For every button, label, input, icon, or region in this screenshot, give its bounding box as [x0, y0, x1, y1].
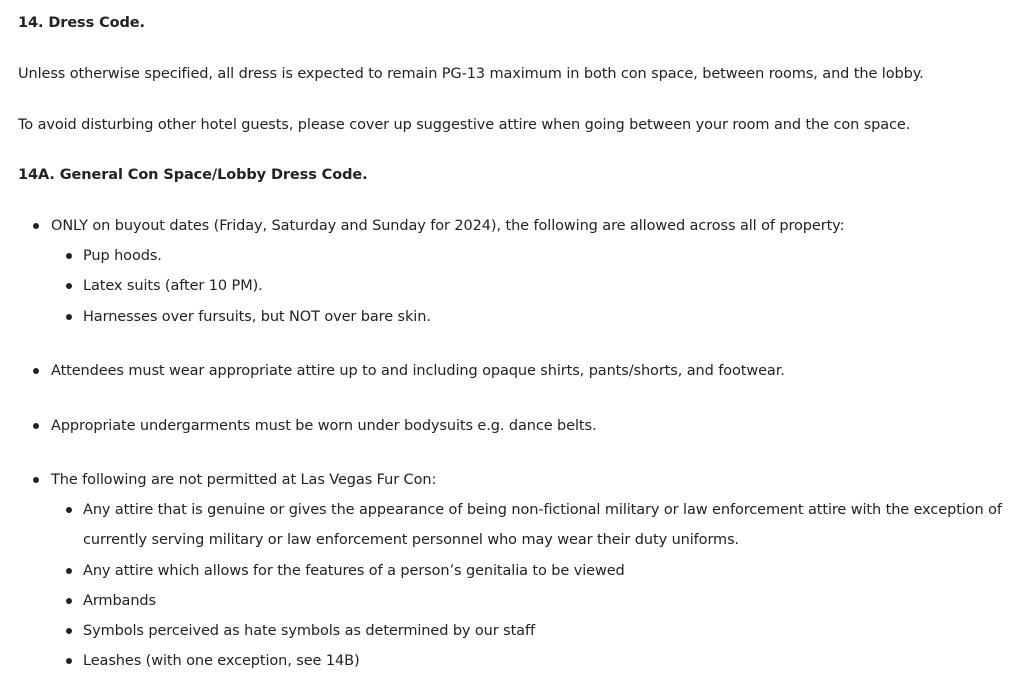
bullet-icon — [66, 568, 72, 574]
rule-subitem: Any attire which allows for the features of a person’s genitalia to be viewed — [83, 563, 625, 579]
rule-subitem: Armbands — [83, 593, 156, 609]
rule-subitem-continuation: currently serving military or law enforcement personnel who may wear their duty uniforms. — [83, 532, 740, 548]
bullet-icon — [66, 598, 72, 604]
bullet-icon — [66, 628, 72, 634]
rule-item: Attendees must wear appropriate attire up to and including opaque shirts, pants/shorts, and footwear. — [51, 363, 785, 379]
rule-item: ONLY on buyout dates (Friday, Saturday and Sunday for 2024), the following are allowed across all of property: — [51, 218, 845, 234]
intro-paragraph: To avoid disturbing other hotel guests, please cover up suggestive attire when going between your room and the con space. — [18, 117, 911, 133]
rule-subitem: Any attire that is genuine or gives the appearance of being non-fictional military or law enforcement attire with the exception of — [83, 502, 1002, 518]
rule-item: The following are not permitted at Las Vegas Fur Con: — [51, 472, 437, 488]
rule-item: Appropriate undergarments must be worn under bodysuits e.g. dance belts. — [51, 418, 597, 434]
bullet-icon — [66, 507, 72, 513]
rule-subitem: Symbols perceived as hate symbols as determined by our staff — [83, 623, 535, 639]
bullet-icon — [66, 253, 72, 259]
subsection-title: 14A. General Con Space/Lobby Dress Code. — [18, 167, 368, 183]
intro-paragraph: Unless otherwise specified, all dress is expected to remain PG-13 maximum in both con space, between rooms, and the lobby. — [18, 66, 924, 82]
bullet-icon — [33, 368, 39, 374]
bullet-icon — [66, 283, 72, 289]
section-title: 14. Dress Code. — [18, 15, 145, 31]
bullet-icon — [66, 658, 72, 664]
rule-subitem: Leashes (with one exception, see 14B) — [83, 653, 360, 669]
rule-subitem: Harnesses over fursuits, but NOT over bare skin. — [83, 309, 431, 325]
bullet-icon — [33, 477, 39, 483]
bullet-icon — [33, 223, 39, 229]
bullet-icon — [66, 314, 72, 320]
rule-subitem: Latex suits (after 10 PM). — [83, 278, 263, 294]
bullet-icon — [33, 423, 39, 429]
rule-subitem: Pup hoods. — [83, 248, 162, 264]
